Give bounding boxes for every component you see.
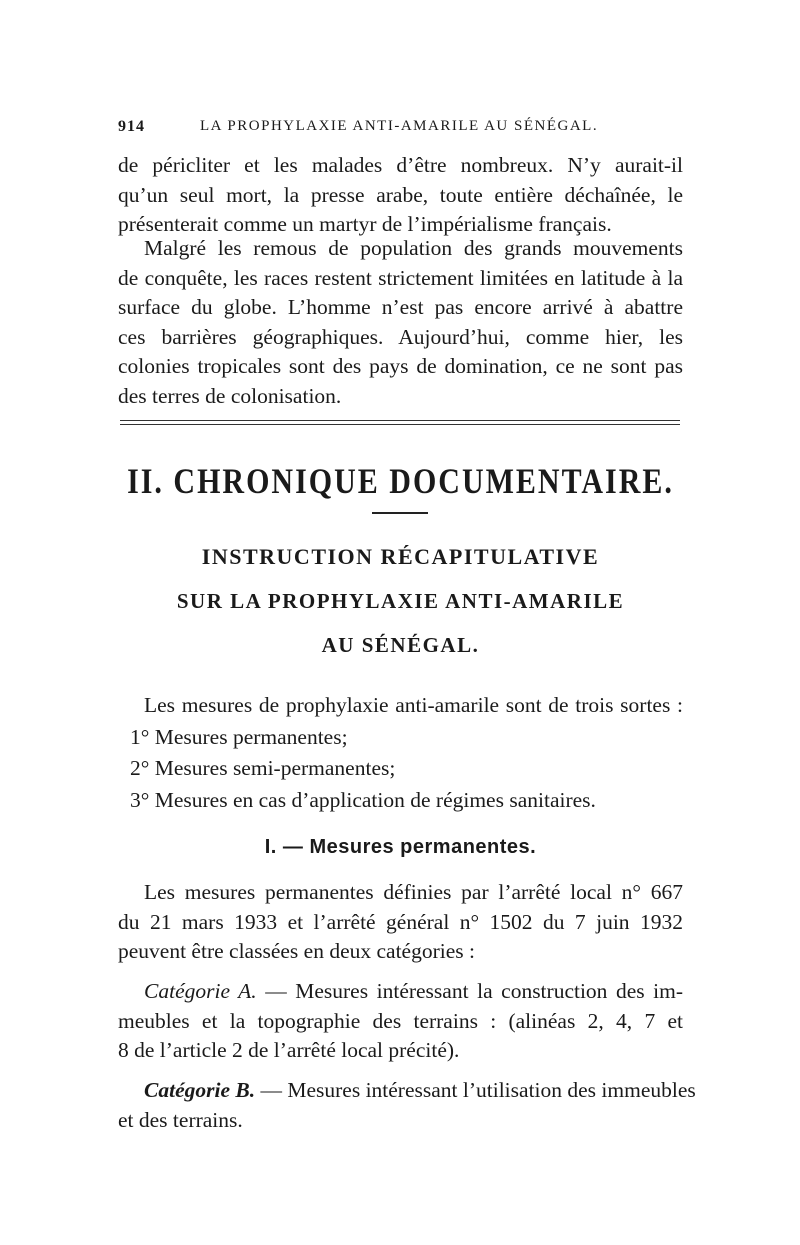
running-title: LA PROPHYLAXIE ANTI-AMARILE AU SÉNÉGAL.: [200, 118, 599, 134]
instruction-subtitle: SUR LA PROPHYLAXIE ANTI-AMARILE: [176, 589, 625, 613]
category-a-label: Catégorie A.: [144, 979, 257, 1003]
text-line: de péricliter et les malades d’être nombreux. N’y aurait-il: [118, 153, 683, 177]
category-b-label: Catégorie B.: [144, 1078, 256, 1102]
list-item: 2° Mesures semi-permanentes;: [130, 756, 396, 780]
title-rule: [372, 512, 428, 514]
running-header: [118, 118, 683, 142]
category-a: [118, 977, 683, 1066]
section-title: II. CHRONIQUE DOCUMENTAIRE.: [127, 462, 674, 502]
category-a-text: — Mesures intéressant la construction des im-: [265, 979, 684, 1003]
text-line: colonies tropicales sont des pays de domination, ce ne sont pas: [118, 354, 683, 378]
section-divider: [120, 424, 680, 425]
list-item: 1° Mesures permanentes;: [130, 724, 348, 749]
text-line: 8 de l’article 2 de l’arrêté local précité).: [118, 1038, 460, 1062]
section-divider: [120, 420, 680, 421]
paragraph-intro: [118, 878, 683, 967]
measures-list: [130, 690, 683, 816]
list-item: 3° Mesures en cas d’application de régimes sanitaires.: [130, 787, 596, 812]
measures-lead: Les mesures de prophylaxie anti-amarile sont de trois sortes :: [144, 693, 683, 717]
instruction-location: AU SÉNÉGAL.: [321, 633, 480, 657]
text-line: [118, 977, 683, 1007]
text-line: Malgré les remous de population des grands mouvements: [144, 236, 683, 260]
text-line: Les mesures permanentes définies par l’arrêté local n° 667: [144, 880, 683, 904]
text-line: [118, 1076, 696, 1106]
paragraph-continued: [118, 151, 683, 240]
category-b-text: — Mesures intéressant l’utilisation des immeubles: [260, 1078, 696, 1102]
text-line: surface du globe. L’homme n’est pas encore arrivé à abattre: [118, 295, 683, 319]
text-line: qu’un seul mort, la presse arabe, toute entière déchaînée, le: [118, 182, 683, 207]
text-line: des terres de colonisation.: [118, 383, 342, 408]
subsection-title: I. — Mesures permanentes.: [264, 836, 537, 858]
paragraph-races: [118, 234, 683, 411]
text-line: peuvent être classées en deux catégories :: [118, 939, 475, 963]
text-line: ces barrières géographiques. Aujourd’hui, comme hier, les: [118, 324, 683, 349]
text-line: et des terrains.: [118, 1107, 243, 1132]
instruction-title: INSTRUCTION RÉCAPITULATIVE: [201, 544, 600, 569]
text-line: présenterait comme un martyr de l’impérialisme français.: [118, 212, 612, 236]
category-b: [118, 1076, 696, 1135]
page-number: 914: [118, 118, 145, 135]
text-line: de conquête, les races restent strictement limitées en latitude à la: [118, 265, 683, 290]
text-line: du 21 mars 1933 et l’arrêté général n° 1502 du 7 juin 1932: [118, 909, 683, 934]
text-line: meubles et la topographie des terrains : (alinéas 2, 4, 7 et: [118, 1008, 683, 1033]
